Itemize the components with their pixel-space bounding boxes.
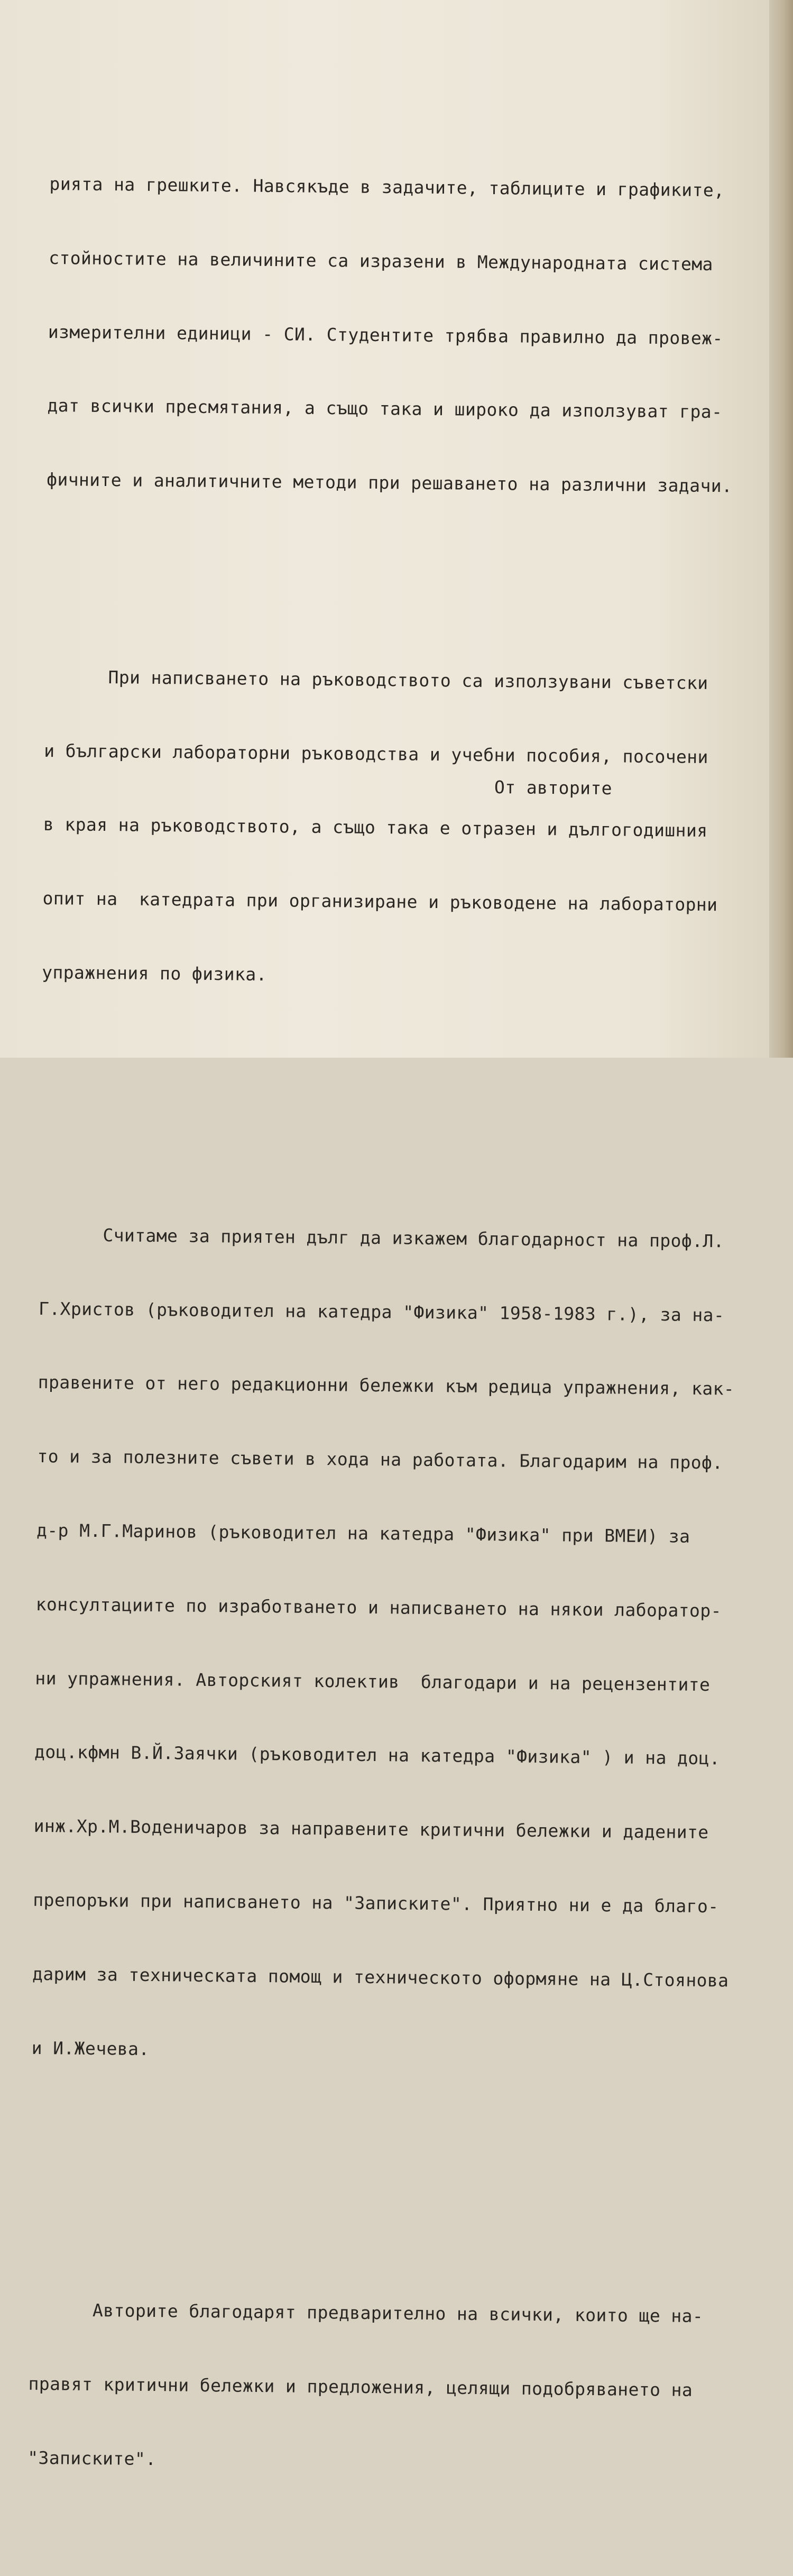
paragraph-1 <box>46 123 753 548</box>
text-line: рията на грешките. Навсякъде в задачите, таблиците и графиките, <box>49 173 725 201</box>
text-line: опит на катедрата при организиране и ръководене на лабораторни <box>42 888 718 915</box>
text-line: и български лабораторни ръководства и учебни пособия, посочени <box>44 740 708 767</box>
paragraph-3 <box>31 1174 743 2116</box>
text-line: измерителни единици - СИ. Студентите трябва правилно да провеж- <box>48 321 723 349</box>
text-line: ни упражнения. Авторският колектив благодари и на рецензентите <box>35 1667 711 1695</box>
paragraph-gap <box>41 1084 744 1106</box>
text-line: фичните и аналитичните методи при решаването на различни задачи. <box>46 469 733 497</box>
text-line: консултациите по изработването и написването на някои лаборатор- <box>35 1593 722 1621</box>
text-line: то и за полезните съвети в хода на работата. Благодарим на проф. <box>37 1446 723 1473</box>
body-text <box>26 49 754 2576</box>
text-line: Авторите благодарят предварително на всички, които ще на- <box>92 2300 704 2327</box>
text-line: Считаме за приятен дълг да изкажем благодарност на проф.Л. <box>103 1224 725 1252</box>
text-line: При написването на ръководството са използувани съветски <box>108 666 708 693</box>
paragraph-4 <box>27 2249 733 2526</box>
text-line: Г.Христов (ръководител на катедра "Физика" 1958-1983 г.), за на- <box>38 1298 725 1326</box>
text-line: доц.кфмн В.Й.Заячки (ръководител на катедра "Физика" ) и на доц. <box>34 1741 721 1769</box>
page-edge <box>769 0 793 1058</box>
paragraph-2 <box>41 616 749 1041</box>
text-line: "Записките". <box>27 2447 156 2470</box>
text-line: правените от него редакционни бележки към редица упражнения, как- <box>38 1372 735 1399</box>
text-line: стойностите на величините са изразени в Международната система <box>49 247 713 274</box>
text-line: инж.Хр.М.Воденичаров за направените критични бележки и дадените <box>33 1816 709 1843</box>
text-line: в края на ръководството, а също така е отразен и дългогодишния <box>43 814 708 841</box>
text-line: дат всички пресмятания, а също така и широко да използуват гра- <box>47 395 723 423</box>
signature: От авторите <box>494 776 613 799</box>
text-line: и И.Жечева. <box>31 2037 150 2059</box>
text-line: дарим за техническата помощ и техническото оформяне на Ц.Стоянова <box>32 1963 729 1991</box>
paragraph-gap <box>30 2159 733 2181</box>
text-line: препоръки при написването на "Записките". Приятно ни е да благо- <box>33 1889 719 1917</box>
text-line: д-р М.Г.Маринов (ръководител на катедра "Физика" при ВМЕИ) за <box>36 1519 690 1547</box>
text-line: правят критични бележки и предложения, целящи подобряването на <box>28 2373 693 2401</box>
text-line: упражнения по физика. <box>42 961 268 985</box>
